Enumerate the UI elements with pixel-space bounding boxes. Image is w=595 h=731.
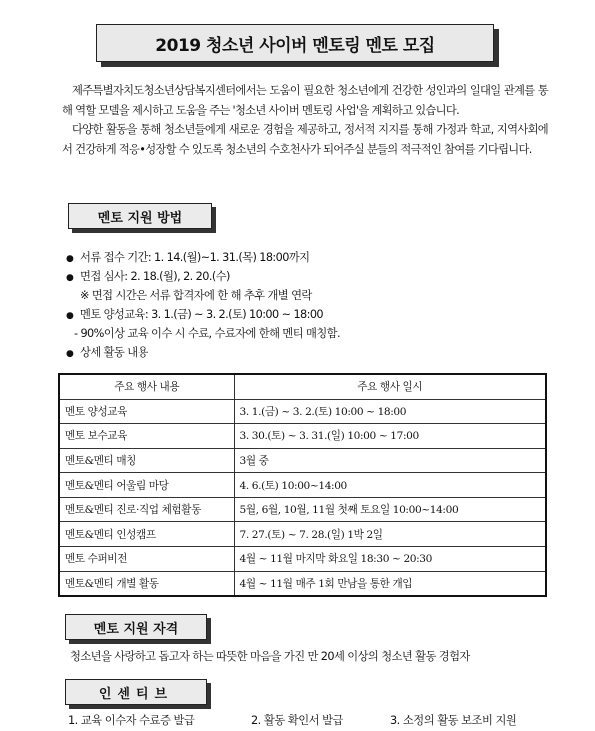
intro-paragraph-1: 제주특별자치도청소년상담복지센터에서는 도움이 필요한 청소년에게 건강한 성인과의 일대일 관계를 통해 역할 모델을 제시하고 도움을 주는 '청소년 사이버 멘토링 사업'을 계획하고 있습니다. [62,84,548,117]
support-method-list [66,248,566,362]
table-header-row [59,374,546,399]
event-datetime: 3. 30.(토) ~ 3. 31.(일) 10:00 ~ 17:00 [234,424,546,449]
list-item-doc-period: ● 서류 접수 기간: 1. 14.(월)~1. 31.(목) 18:00까지 [66,248,566,267]
table-header-event: 주요 행사 내용 [59,374,234,399]
qualification-text: 청소년을 사랑하고 돕고자 하는 따뜻한 마음을 가진 만 20세 이상의 청소년 활동 경험자 [70,650,470,663]
event-datetime: 3월 중 [234,448,546,473]
intro-paragraph-2: 다양한 활동을 통해 청소년들에게 새로운 경험을 제공하고, 정서적 지지를 통해 가정과 학교, 지역사회에서 건강하게 적응•성장할 수 있도록 청소년의 수호천사가 되어주실 분들의 적극적인 참여를 기다립니다. [62,123,548,156]
event-datetime: 3. 1.(금) ~ 3. 2.(토) 10:00 ~ 18:00 [234,399,546,424]
event-name: 멘토&멘티 진로·직업 체험활동 [59,497,234,522]
event-name: 멘토&멘티 어울림 마당 [59,473,234,498]
event-name: 멘토 보수교육 [59,424,234,449]
event-datetime: 4. 6.(토) 10:00~14:00 [234,473,546,498]
list-item-interview: ● 면접 심사: 2. 18.(월), 2. 20.(수) [66,267,566,286]
event-datetime: 5월, 6월, 10월, 11월 첫째 토요일 10:00~14:00 [234,497,546,522]
training-note: - 90%이상 교육 이수 시 수료, 수료자에 한해 멘티 매칭함. [74,327,340,340]
bullet-icon: ● [66,349,74,359]
incentive-item-certificate: 1. 교육 이수자 수료증 발급 [68,714,195,727]
table-row [59,497,546,522]
bullet-icon: ● [66,311,74,321]
incentive-item-allowance: 3. 소정의 활동 보조비 지원 [390,714,517,727]
event-name: 멘토&멘티 인성캠프 [59,522,234,547]
table-row [59,473,546,498]
event-datetime: 4월 ~ 11월 매주 1회 만남을 통한 개입 [234,571,546,596]
bullet-icon: ● [66,254,74,264]
schedule-table [58,373,547,597]
bullet-icon: ● [66,273,74,283]
event-datetime: 7. 27.(토) ~ 7. 28.(일) 1박 2일 [234,522,546,547]
section-heading-qualification: 멘토 지원 자격 [65,614,207,640]
list-item-details: ● 상세 활동 내용 [66,343,566,362]
event-name: 멘토 양성교육 [59,399,234,424]
table-row [59,399,546,424]
incentive-item-confirmation: 2. 활동 확인서 발급 [251,714,343,727]
event-name: 멘토 수퍼비전 [59,547,234,572]
table-header-datetime: 주요 행사 일시 [234,374,546,399]
page-title: 2019 청소년 사이버 멘토링 멘토 모집 [96,24,494,62]
table-row [59,522,546,547]
table-row [59,448,546,473]
event-name: 멘토&멘티 개별 활동 [59,571,234,596]
event-name: 멘토&멘티 매칭 [59,448,234,473]
list-item-training: ● 멘토 양성교육: 3. 1.(금) ~ 3. 2.(토) 10:00 ~ 18:00 [66,305,566,324]
section-heading-support-method: 멘토 지원 방법 [68,203,212,229]
table-row [59,424,546,449]
interview-note: ※ 면접 시간은 서류 합격자에 한 해 추후 개별 연락 [80,289,312,302]
intro-text [62,81,548,159]
event-datetime: 4월 ~ 11월 마지막 화요일 18:30 ~ 20:30 [234,547,546,572]
table-row [59,571,546,596]
table-row [59,547,546,572]
section-heading-incentive: 인센티브 [65,679,207,705]
